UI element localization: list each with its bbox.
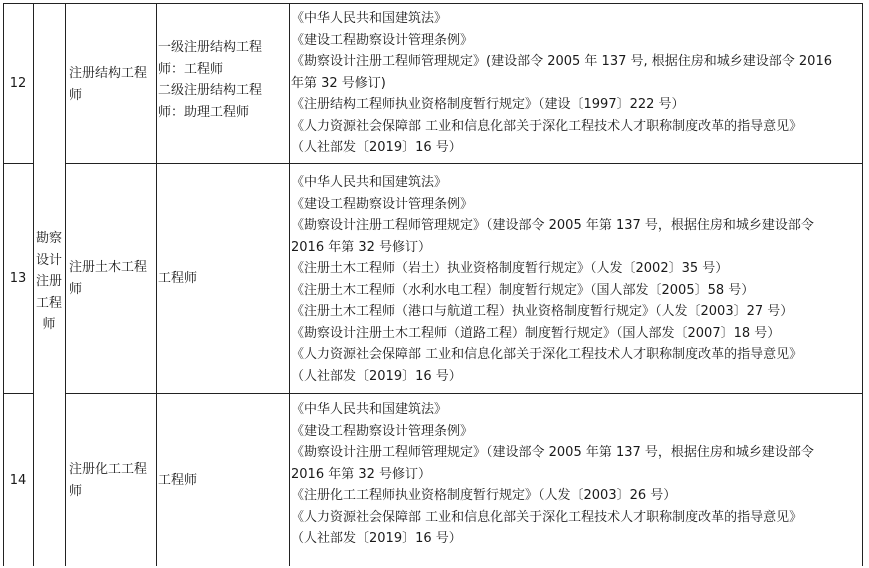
regulation-line: 《勘察设计注册工程师管理规定》（建设部令 2005 年第 137 号，根据住房和城乡建设部令 <box>291 445 814 460</box>
regulation-line: 《建设工程勘察设计管理条例》 <box>291 32 474 48</box>
regulation-line: （人社部发〔2019〕16 号） <box>291 140 462 155</box>
regulation-line: 《中华人民共和国建筑法》 <box>291 175 448 190</box>
row-number: 12 <box>9 76 27 91</box>
title-level-line: 一级注册结构工程 <box>158 40 263 55</box>
regulation-line: 《勘察设计注册土木工程师（道路工程）制度暂行规定》（国人部发〔2007〕18 号） <box>291 325 781 341</box>
title-level <box>158 268 197 290</box>
title-level <box>158 37 262 123</box>
qualification-name-line: 注册土木工程 <box>69 260 148 275</box>
category-line: 工程 <box>35 295 62 311</box>
qualification-name-line: 师 <box>69 281 83 297</box>
regulation-line: 《勘察设计注册工程师管理规定》(建设部令 2005 年 137 号, 根据住房和城乡建设部令 2016 <box>291 54 832 69</box>
category-line: 设计 <box>35 252 62 268</box>
regulation-line: （人社部发〔2019〕16 号） <box>291 368 462 384</box>
row-number: 14 <box>9 473 27 488</box>
column-divider <box>65 3 66 566</box>
table-border-top <box>3 3 863 4</box>
category-cell <box>33 228 65 336</box>
regulation-line: 《人力资源社会保障部 工业和信息化部关于深化工程技术人才职称制度改革的指导意见》 <box>291 347 803 362</box>
title-level-line: 工程师 <box>158 271 198 286</box>
regulation-line: 《中华人民共和国建筑法》 <box>291 402 448 417</box>
regulation-line: 年第 32 号修订) <box>291 75 386 91</box>
qualification-name <box>69 459 147 502</box>
qualification-name-line: 师 <box>69 87 83 103</box>
regulation-list <box>291 172 863 387</box>
regulation-line: 《注册结构工程师执业资格制度暂行规定》（建设〔1997〕222 号） <box>291 97 685 112</box>
regulation-line: 《注册化工工程师执业资格制度暂行规定》（人发〔2003〕26 号） <box>291 488 677 503</box>
regulation-line: 《人力资源社会保障部 工业和信息化部关于深化工程技术人才职称制度改革的指导意见》 <box>291 509 803 525</box>
category-line: 注册 <box>35 274 62 289</box>
regulation-list <box>291 8 863 159</box>
regulation-line: 《勘察设计注册工程师管理规定》（建设部令 2005 年第 137 号，根据住房和城乡建设部令 <box>291 218 814 233</box>
qualification-name <box>69 257 147 300</box>
column-divider <box>289 3 290 566</box>
row-divider <box>3 393 34 394</box>
regulation-line: 《注册土木工程师（港口与航道工程）执业资格制度暂行规定》（人发〔2003〕27 号） <box>291 304 794 319</box>
row-divider <box>65 393 863 394</box>
row-divider <box>65 163 863 164</box>
regulation-line: 2016 年第 32 号修订） <box>291 239 432 255</box>
regulation-line: 《人力资源社会保障部 工业和信息化部关于深化工程技术人才职称制度改革的指导意见》 <box>291 118 803 134</box>
regulation-list <box>291 399 863 550</box>
regulation-line: 《建设工程勘察设计管理条例》 <box>291 423 474 439</box>
qualification-name-line: 注册结构工程 <box>69 66 148 81</box>
title-level-line: 师：助理工程师 <box>158 104 250 120</box>
regulation-line: 《注册土木工程师（水利水电工程）制度暂行规定》（国人部发〔2005〕58 号） <box>291 282 755 298</box>
category-line: 勘察 <box>35 231 62 246</box>
title-level-line: 工程师 <box>158 473 198 488</box>
regulation-line: 《建设工程勘察设计管理条例》 <box>291 196 474 212</box>
row-number: 13 <box>9 271 27 286</box>
row-divider <box>3 163 34 164</box>
regulation-line: （人社部发〔2019〕16 号） <box>291 531 462 546</box>
regulation-line: 《中华人民共和国建筑法》 <box>291 11 448 26</box>
column-divider <box>156 3 157 566</box>
qualification-name-line: 注册化工工程 <box>69 462 148 477</box>
title-level-line: 师：工程师 <box>158 61 224 77</box>
qualification-name <box>69 63 147 106</box>
category-line: 师 <box>42 317 56 332</box>
regulation-line: 《注册土木工程师（岩土）执业资格制度暂行规定》（人发〔2002〕35 号） <box>291 261 729 276</box>
title-level <box>158 470 197 492</box>
qualification-name-line: 师 <box>69 483 83 499</box>
title-level-line: 二级注册结构工程 <box>158 83 263 98</box>
qualification-table <box>3 3 863 566</box>
regulation-line: 2016 年第 32 号修订） <box>291 466 432 482</box>
